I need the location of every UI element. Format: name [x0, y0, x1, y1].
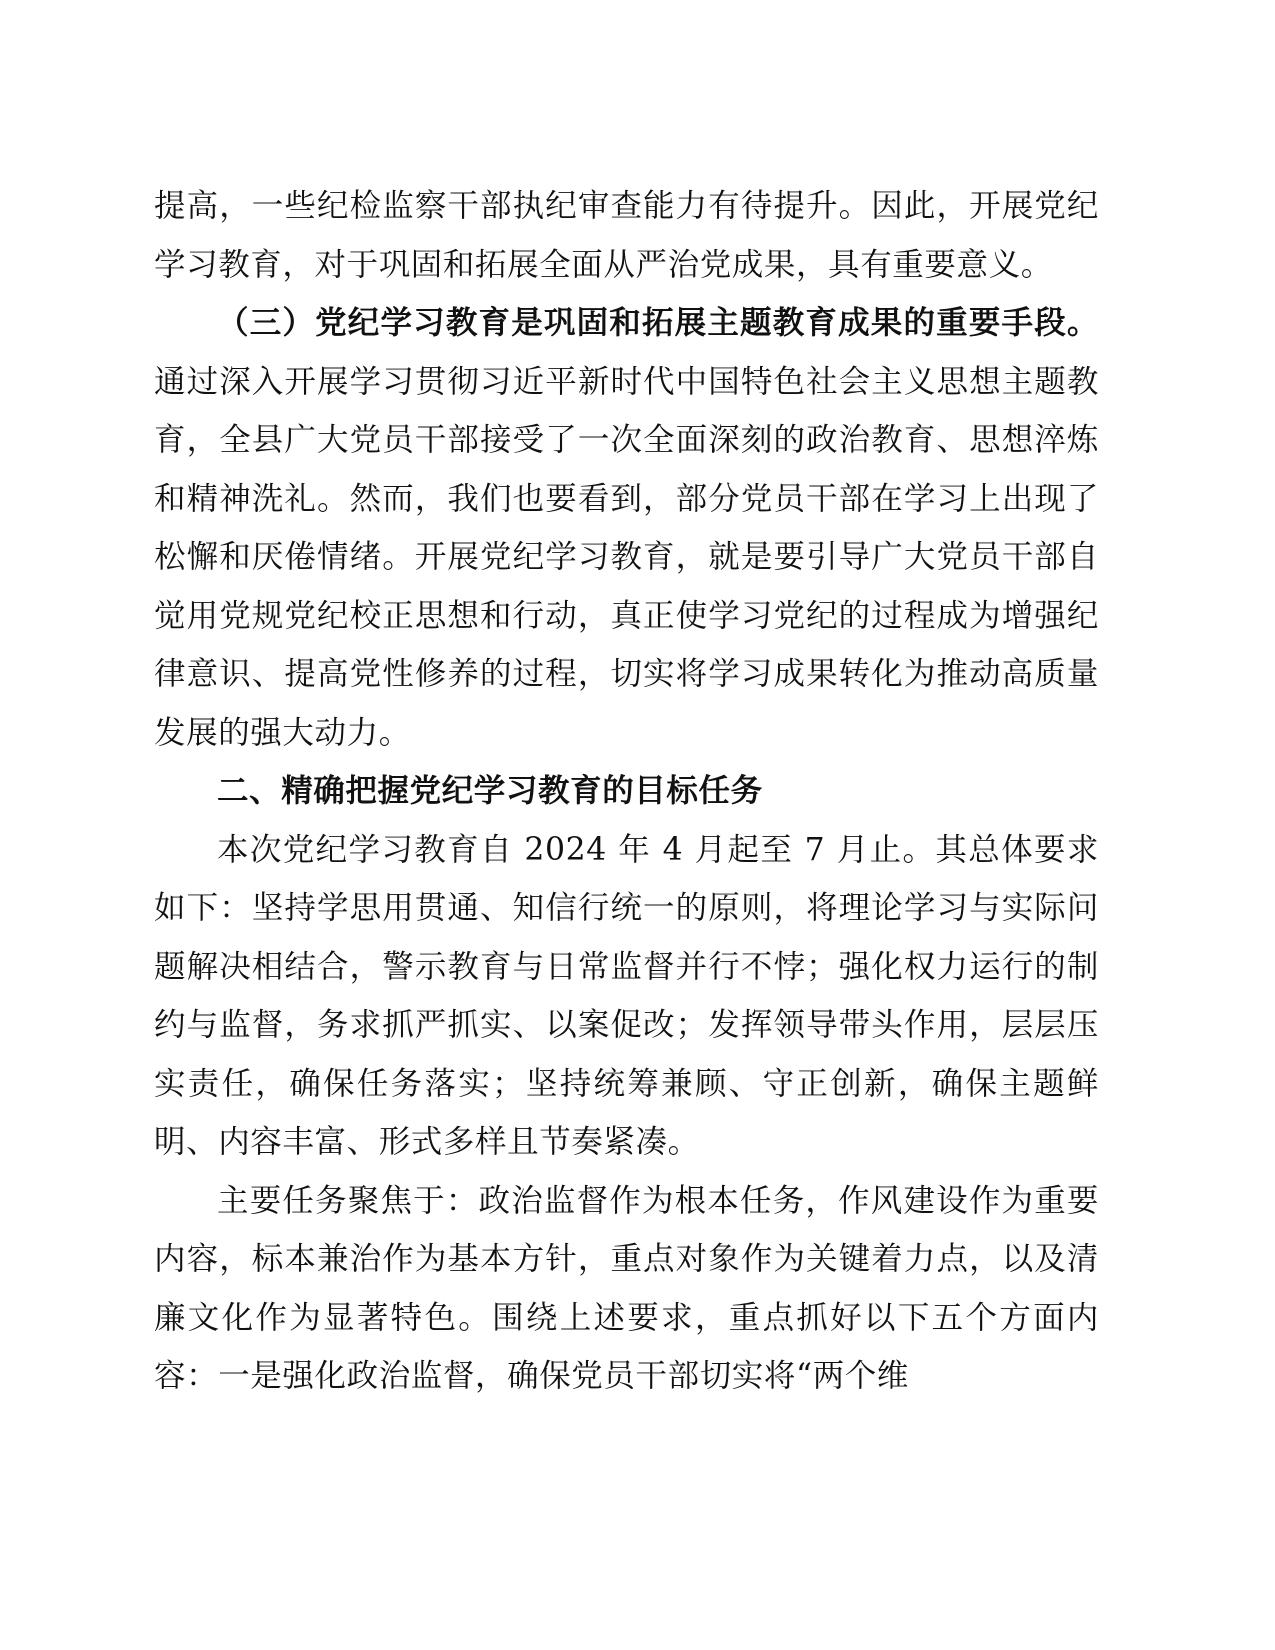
paragraph-continuation	[154, 177, 1099, 294]
section-heading-two: 二、精确把握党纪学习教育的目标任务	[217, 773, 763, 809]
paragraph-text: 提高，一些纪检监察干部执纪审查能力有待提升。因此，开展党纪学习教育，对于巩固和拓展全面从严治党成果，具有重要意义。	[154, 188, 1099, 283]
paragraph-subsection-three	[154, 294, 1099, 762]
paragraph-main-tasks	[154, 1172, 1099, 1406]
document-body	[154, 177, 1099, 1406]
paragraph-text: 主要任务聚焦于：政治监督作为根本任务，作风建设作为重要内容，标本兼治作为基本方针，重点对象作为关键着力点，以及清廉文化作为显著特色。围绕上述要求，重点抓好以下五个方面内容：一是强化政治监督，确保党员干部切实将“两个维	[154, 1182, 1099, 1394]
paragraph-text: 通过深入开展学习贯彻习近平新时代中国特色社会主义思想主题教育，全县广大党员干部接受了一次全面深刻的政治教育、思想淬炼和精神洗礼。然而，我们也要看到，部分党员干部在学习上出现了松懈和厌倦情绪。开展党纪学习教育，就是要引导广大党员干部自觉用党规党纪校正思想和行动，真正使学习党纪的过程成为增强纪律意识、提高党性修养的过程，切实将学习成果转化为推动高质量发展的强大动力。	[154, 363, 1099, 751]
subsection-heading: （三）党纪学习教育是巩固和拓展主题教育成果的重要手段。	[217, 305, 1099, 341]
paragraph-overall-requirements	[154, 821, 1099, 1172]
paragraph-text: 本次党纪学习教育自 2024 年 4 月起至 7 月止。其总体要求如下：坚持学思用贯通、知信行统一的原则，将理论学习与实际问题解决相结合，警示教育与日常监督并行不悖；强化权力运行的制约与监督，务求抓严抓实、以案促改；发挥领导带头作用，层层压实责任，确保任务落实；坚持统筹兼顾、守正创新，确保主题鲜明、内容丰富、形式多样且节奏紧凑。	[154, 831, 1099, 1160]
